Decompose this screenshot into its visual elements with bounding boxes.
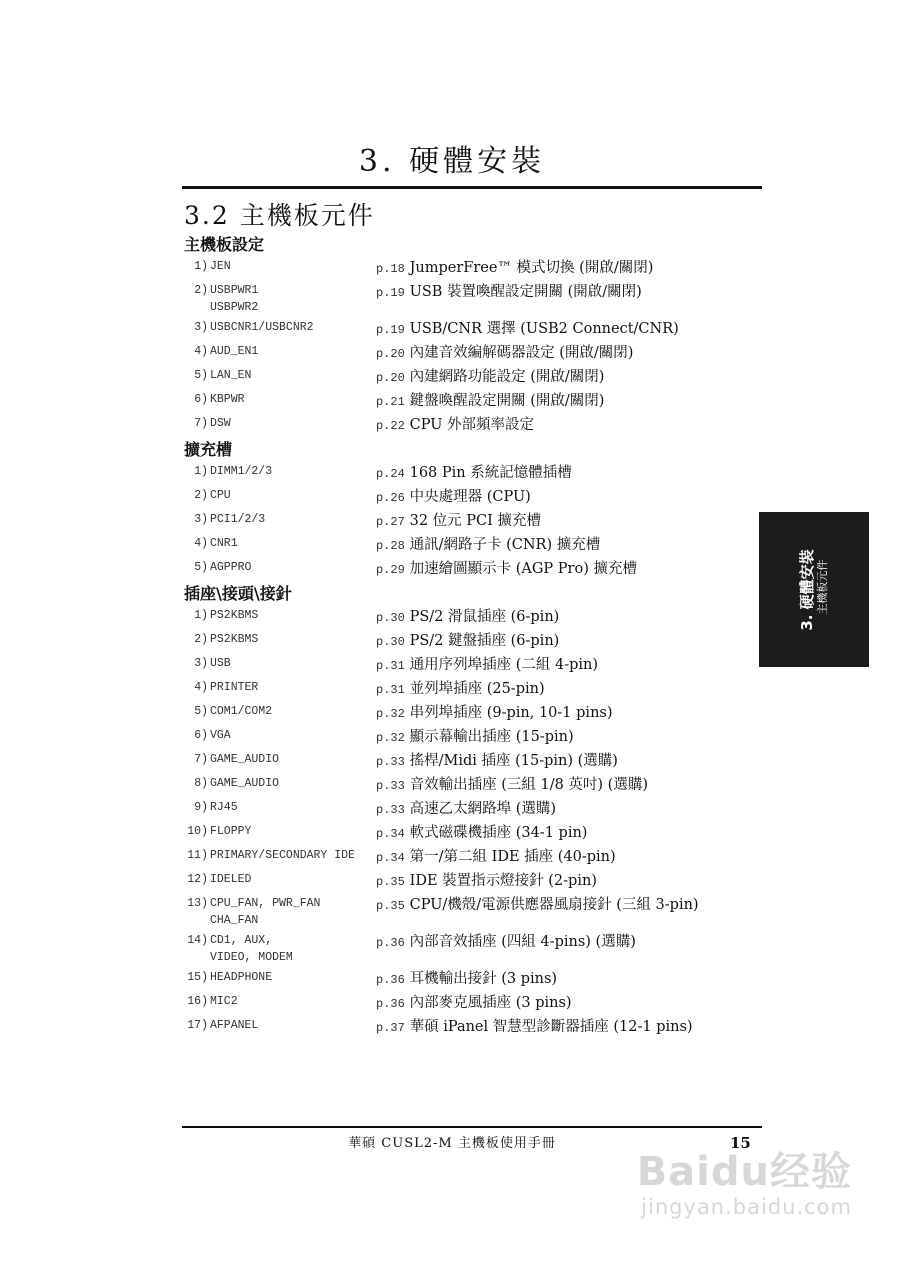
group-heading: 插座\接頭\接針 — [184, 584, 292, 603]
component-label — [184, 821, 376, 843]
component-description — [376, 749, 764, 773]
component-label — [184, 677, 376, 699]
page-reference: p.21 — [376, 395, 405, 409]
page-reference: p.30 — [376, 611, 405, 625]
item-number: 5) — [194, 561, 208, 574]
component-name: HEADPHONE — [210, 971, 273, 984]
component-label — [184, 701, 376, 723]
item-number: 4) — [194, 681, 208, 694]
page-reference: p.20 — [376, 371, 405, 385]
footer-title: 華碩 CUSL2-M 主機板使用手冊 — [348, 1136, 556, 1151]
component-name: IDELED — [210, 873, 252, 886]
list-item — [184, 413, 764, 437]
page-reference: p.31 — [376, 659, 405, 673]
component-description — [376, 629, 764, 653]
description-text: 內部麥克風插座 (3 pins) — [409, 995, 572, 1011]
page-reference: p.33 — [376, 779, 405, 793]
item-number: 7) — [194, 753, 208, 766]
item-number: 11) — [187, 849, 208, 862]
component-name: PS2KBMS — [210, 633, 259, 646]
component-name: DSW — [210, 417, 231, 430]
description-text: 中央處理器 (CPU) — [409, 489, 531, 505]
list-item — [184, 821, 764, 845]
description-text: 搖桿/Midi 插座 (15-pin) (選購) — [409, 753, 618, 769]
item-number: 6) — [194, 729, 208, 742]
component-name: MIC2 — [210, 995, 238, 1008]
description-text: PS/2 鍵盤插座 (6-pin) — [409, 633, 560, 649]
component-description — [376, 797, 764, 821]
item-number: 9) — [194, 801, 208, 814]
component-name: DIMM1/2/3 — [210, 465, 273, 478]
component-label — [184, 629, 376, 651]
component-description — [376, 821, 764, 845]
list-item — [184, 509, 764, 533]
component-label — [184, 1015, 376, 1037]
component-description — [376, 773, 764, 797]
description-text: 內建網路功能設定 (開啟/關閉) — [409, 369, 605, 385]
component-label — [184, 389, 376, 411]
item-number: 5) — [194, 705, 208, 718]
component-name-continued: CHA_FAN — [210, 914, 259, 927]
item-number: 3) — [194, 513, 208, 526]
component-name: USB — [210, 657, 231, 670]
component-label — [184, 533, 376, 555]
item-number: 3) — [194, 321, 208, 334]
list-item — [184, 967, 764, 991]
component-name: USBCNR1/USBCNR2 — [210, 321, 314, 334]
component-name: AFPANEL — [210, 1019, 259, 1032]
component-description — [376, 1015, 764, 1039]
list-item — [184, 317, 764, 341]
item-number: 1) — [194, 260, 208, 273]
component-name-continued: USBPWR2 — [210, 301, 259, 314]
item-number: 10) — [187, 825, 208, 838]
watermark-url: jingyan.baidu.com — [641, 1195, 852, 1219]
component-label — [184, 991, 376, 1013]
page-reference: p.32 — [376, 731, 405, 745]
list-item — [184, 605, 764, 629]
description-text: CPU/機殼/電源供應器風扇接針 (三組 3-pin) — [409, 897, 699, 913]
page-reference: p.35 — [376, 899, 405, 913]
component-description — [376, 509, 764, 533]
page-reference: p.24 — [376, 467, 405, 481]
component-name: CPU_FAN, PWR_FAN — [210, 897, 321, 910]
side-tab-sub-label: 主機板元件 — [816, 559, 829, 615]
component-description — [376, 845, 764, 869]
group-heading: 主機板設定 — [184, 235, 265, 254]
item-number: 15) — [187, 971, 208, 984]
component-name: PS2KBMS — [210, 609, 259, 622]
description-text: 軟式磁碟機插座 (34-1 pin) — [409, 825, 588, 841]
list-item — [184, 653, 764, 677]
list-item — [184, 845, 764, 869]
item-number: 2) — [194, 633, 208, 646]
chapter-side-tab — [759, 512, 869, 667]
item-number: 3) — [194, 657, 208, 670]
item-number: 4) — [194, 537, 208, 550]
page-number: 15 — [730, 1134, 751, 1152]
description-text: USB 裝置喚醒設定開關 (開啟/關閉) — [409, 284, 642, 300]
description-text: 168 Pin 系統記憶體插槽 — [409, 465, 572, 481]
component-name-continued: VIDEO, MODEM — [210, 951, 293, 964]
component-name: CNR1 — [210, 537, 238, 550]
page-reference: p.31 — [376, 683, 405, 697]
component-name: RJ45 — [210, 801, 238, 814]
list-item — [184, 280, 764, 317]
item-number: 17) — [187, 1019, 208, 1032]
description-text: 顯示幕輸出插座 (15-pin) — [409, 729, 574, 745]
item-number: 4) — [194, 345, 208, 358]
component-name: CPU — [210, 489, 231, 502]
component-name: AGPPRO — [210, 561, 252, 574]
list-item — [184, 701, 764, 725]
description-text: 通用序列埠插座 (二組 4-pin) — [409, 657, 599, 673]
component-label — [184, 461, 376, 483]
page-reference: p.30 — [376, 635, 405, 649]
component-label — [184, 893, 376, 930]
list-item — [184, 341, 764, 365]
item-number: 1) — [194, 609, 208, 622]
item-number: 2) — [194, 284, 208, 297]
side-tab-main-label: 3. 硬體安裝 — [798, 548, 816, 631]
description-text: 串列埠插座 (9-pin, 10-1 pins) — [409, 705, 613, 721]
page-reference: p.35 — [376, 875, 405, 889]
page-reference: p.22 — [376, 419, 405, 433]
description-text: 耳機輸出接針 (3 pins) — [409, 971, 558, 987]
group-heading: 擴充槽 — [184, 440, 233, 459]
component-label — [184, 930, 376, 967]
list-item — [184, 930, 764, 967]
page-reference: p.36 — [376, 973, 405, 987]
component-label — [184, 365, 376, 387]
list-item — [184, 893, 764, 930]
chapter-title: 3. 硬體安裝 — [358, 144, 546, 179]
component-name: JEN — [210, 260, 231, 273]
page-reference: p.37 — [376, 1021, 405, 1035]
list-item — [184, 773, 764, 797]
component-name: COM1/COM2 — [210, 705, 273, 718]
page-reference: p.34 — [376, 851, 405, 865]
description-text: 音效輸出插座 (三組 1/8 英吋) (選購) — [409, 777, 648, 793]
component-description — [376, 413, 764, 437]
page-reference: p.18 — [376, 262, 405, 276]
description-text: IDE 裝置指示燈接針 (2-pin) — [409, 873, 597, 889]
component-description — [376, 341, 764, 365]
description-text: 加速繪圖顯示卡 (AGP Pro) 擴充槽 — [409, 561, 637, 577]
component-description — [376, 533, 764, 557]
component-label — [184, 869, 376, 891]
description-text: 高速乙太網路埠 (選購) — [409, 801, 557, 817]
list-item — [184, 256, 764, 280]
description-text: CPU 外部頻率設定 — [409, 417, 535, 433]
component-description — [376, 701, 764, 725]
page-reference: p.28 — [376, 539, 405, 553]
component-description — [376, 991, 764, 1015]
component-label — [184, 773, 376, 795]
component-name: GAME_AUDIO — [210, 753, 280, 766]
component-description — [376, 605, 764, 629]
chapter-title-rule — [182, 186, 762, 189]
list-item — [184, 725, 764, 749]
watermark-brand: Baidu经验 — [636, 1149, 852, 1195]
component-name: PRIMARY/SECONDARY IDE — [210, 849, 355, 862]
component-description — [376, 967, 764, 991]
component-label — [184, 653, 376, 675]
component-description — [376, 677, 764, 701]
list-item — [184, 557, 764, 581]
component-label — [184, 845, 376, 867]
component-description — [376, 389, 764, 413]
component-description — [376, 893, 764, 917]
component-description — [376, 461, 764, 485]
component-description — [376, 869, 764, 893]
footer-rule — [182, 1126, 762, 1128]
component-label — [184, 557, 376, 579]
component-name: LAN_EN — [210, 369, 252, 382]
page-reference: p.32 — [376, 707, 405, 721]
component-list — [184, 232, 764, 1039]
item-number: 5) — [194, 369, 208, 382]
description-text: 內部音效插座 (四組 4-pins) (選購) — [409, 934, 636, 950]
component-label — [184, 317, 376, 339]
item-number: 8) — [194, 777, 208, 790]
list-item — [184, 389, 764, 413]
list-item — [184, 629, 764, 653]
item-number: 14) — [187, 934, 208, 947]
component-label — [184, 413, 376, 435]
component-label — [184, 485, 376, 507]
page-reference: p.20 — [376, 347, 405, 361]
component-label — [184, 509, 376, 531]
page-reference: p.19 — [376, 323, 405, 337]
section-title: 3.2 主機板元件 — [184, 201, 375, 230]
description-text: 第一/第二組 IDE 插座 (40-pin) — [409, 849, 616, 865]
component-name: KBPWR — [210, 393, 245, 406]
component-name: CD1, AUX, — [210, 934, 273, 947]
description-text: 並列埠插座 (25-pin) — [409, 681, 545, 697]
component-label — [184, 280, 376, 317]
component-description — [376, 365, 764, 389]
component-description — [376, 256, 764, 280]
description-text: JumperFree™ 模式切換 (開啟/關閉) — [409, 260, 654, 276]
component-description — [376, 280, 764, 304]
list-item — [184, 869, 764, 893]
item-number: 2) — [194, 489, 208, 502]
list-item — [184, 797, 764, 821]
component-label — [184, 797, 376, 819]
page-reference: p.27 — [376, 515, 405, 529]
component-description — [376, 557, 764, 581]
page-reference: p.36 — [376, 997, 405, 1011]
list-item — [184, 485, 764, 509]
page-reference: p.33 — [376, 755, 405, 769]
component-name: FLOPPY — [210, 825, 252, 838]
component-label — [184, 749, 376, 771]
component-description — [376, 485, 764, 509]
page-reference: p.29 — [376, 563, 405, 577]
description-text: 鍵盤喚醒設定開關 (開啟/關閉) — [409, 393, 605, 409]
page-reference: p.33 — [376, 803, 405, 817]
component-description — [376, 317, 764, 341]
page-reference: p.19 — [376, 286, 405, 300]
page-reference: p.34 — [376, 827, 405, 841]
item-number: 16) — [187, 995, 208, 1008]
page-reference: p.36 — [376, 936, 405, 950]
item-number: 12) — [187, 873, 208, 886]
description-text: 內建音效編解碼器設定 (開啟/關閉) — [409, 345, 634, 361]
component-name: GAME_AUDIO — [210, 777, 280, 790]
component-description — [376, 725, 764, 749]
list-item — [184, 461, 764, 485]
item-number: 7) — [194, 417, 208, 430]
item-number: 1) — [194, 465, 208, 478]
page-reference: p.26 — [376, 491, 405, 505]
component-name: VGA — [210, 729, 231, 742]
component-label — [184, 256, 376, 278]
component-name: PCI1/2/3 — [210, 513, 266, 526]
list-item — [184, 533, 764, 557]
item-number: 13) — [187, 897, 208, 910]
component-name: AUD_EN1 — [210, 345, 259, 358]
description-text: PS/2 滑鼠插座 (6-pin) — [409, 609, 560, 625]
list-item — [184, 365, 764, 389]
list-item — [184, 991, 764, 1015]
description-text: 華碩 iPanel 智慧型診斷器插座 (12-1 pins) — [409, 1019, 693, 1035]
list-item — [184, 677, 764, 701]
component-label — [184, 605, 376, 627]
item-number: 6) — [194, 393, 208, 406]
component-name: PRINTER — [210, 681, 259, 694]
component-description — [376, 930, 764, 954]
component-label — [184, 967, 376, 989]
list-item — [184, 1015, 764, 1039]
description-text: USB/CNR 選擇 (USB2 Connect/CNR) — [409, 321, 679, 337]
component-label — [184, 725, 376, 747]
list-item — [184, 749, 764, 773]
component-description — [376, 653, 764, 677]
description-text: 32 位元 PCI 擴充槽 — [409, 513, 541, 529]
component-name: USBPWR1 — [210, 284, 259, 297]
baidu-watermark — [637, 1150, 852, 1220]
description-text: 通訊/網路子卡 (CNR) 擴充槽 — [409, 537, 601, 553]
component-label — [184, 341, 376, 363]
